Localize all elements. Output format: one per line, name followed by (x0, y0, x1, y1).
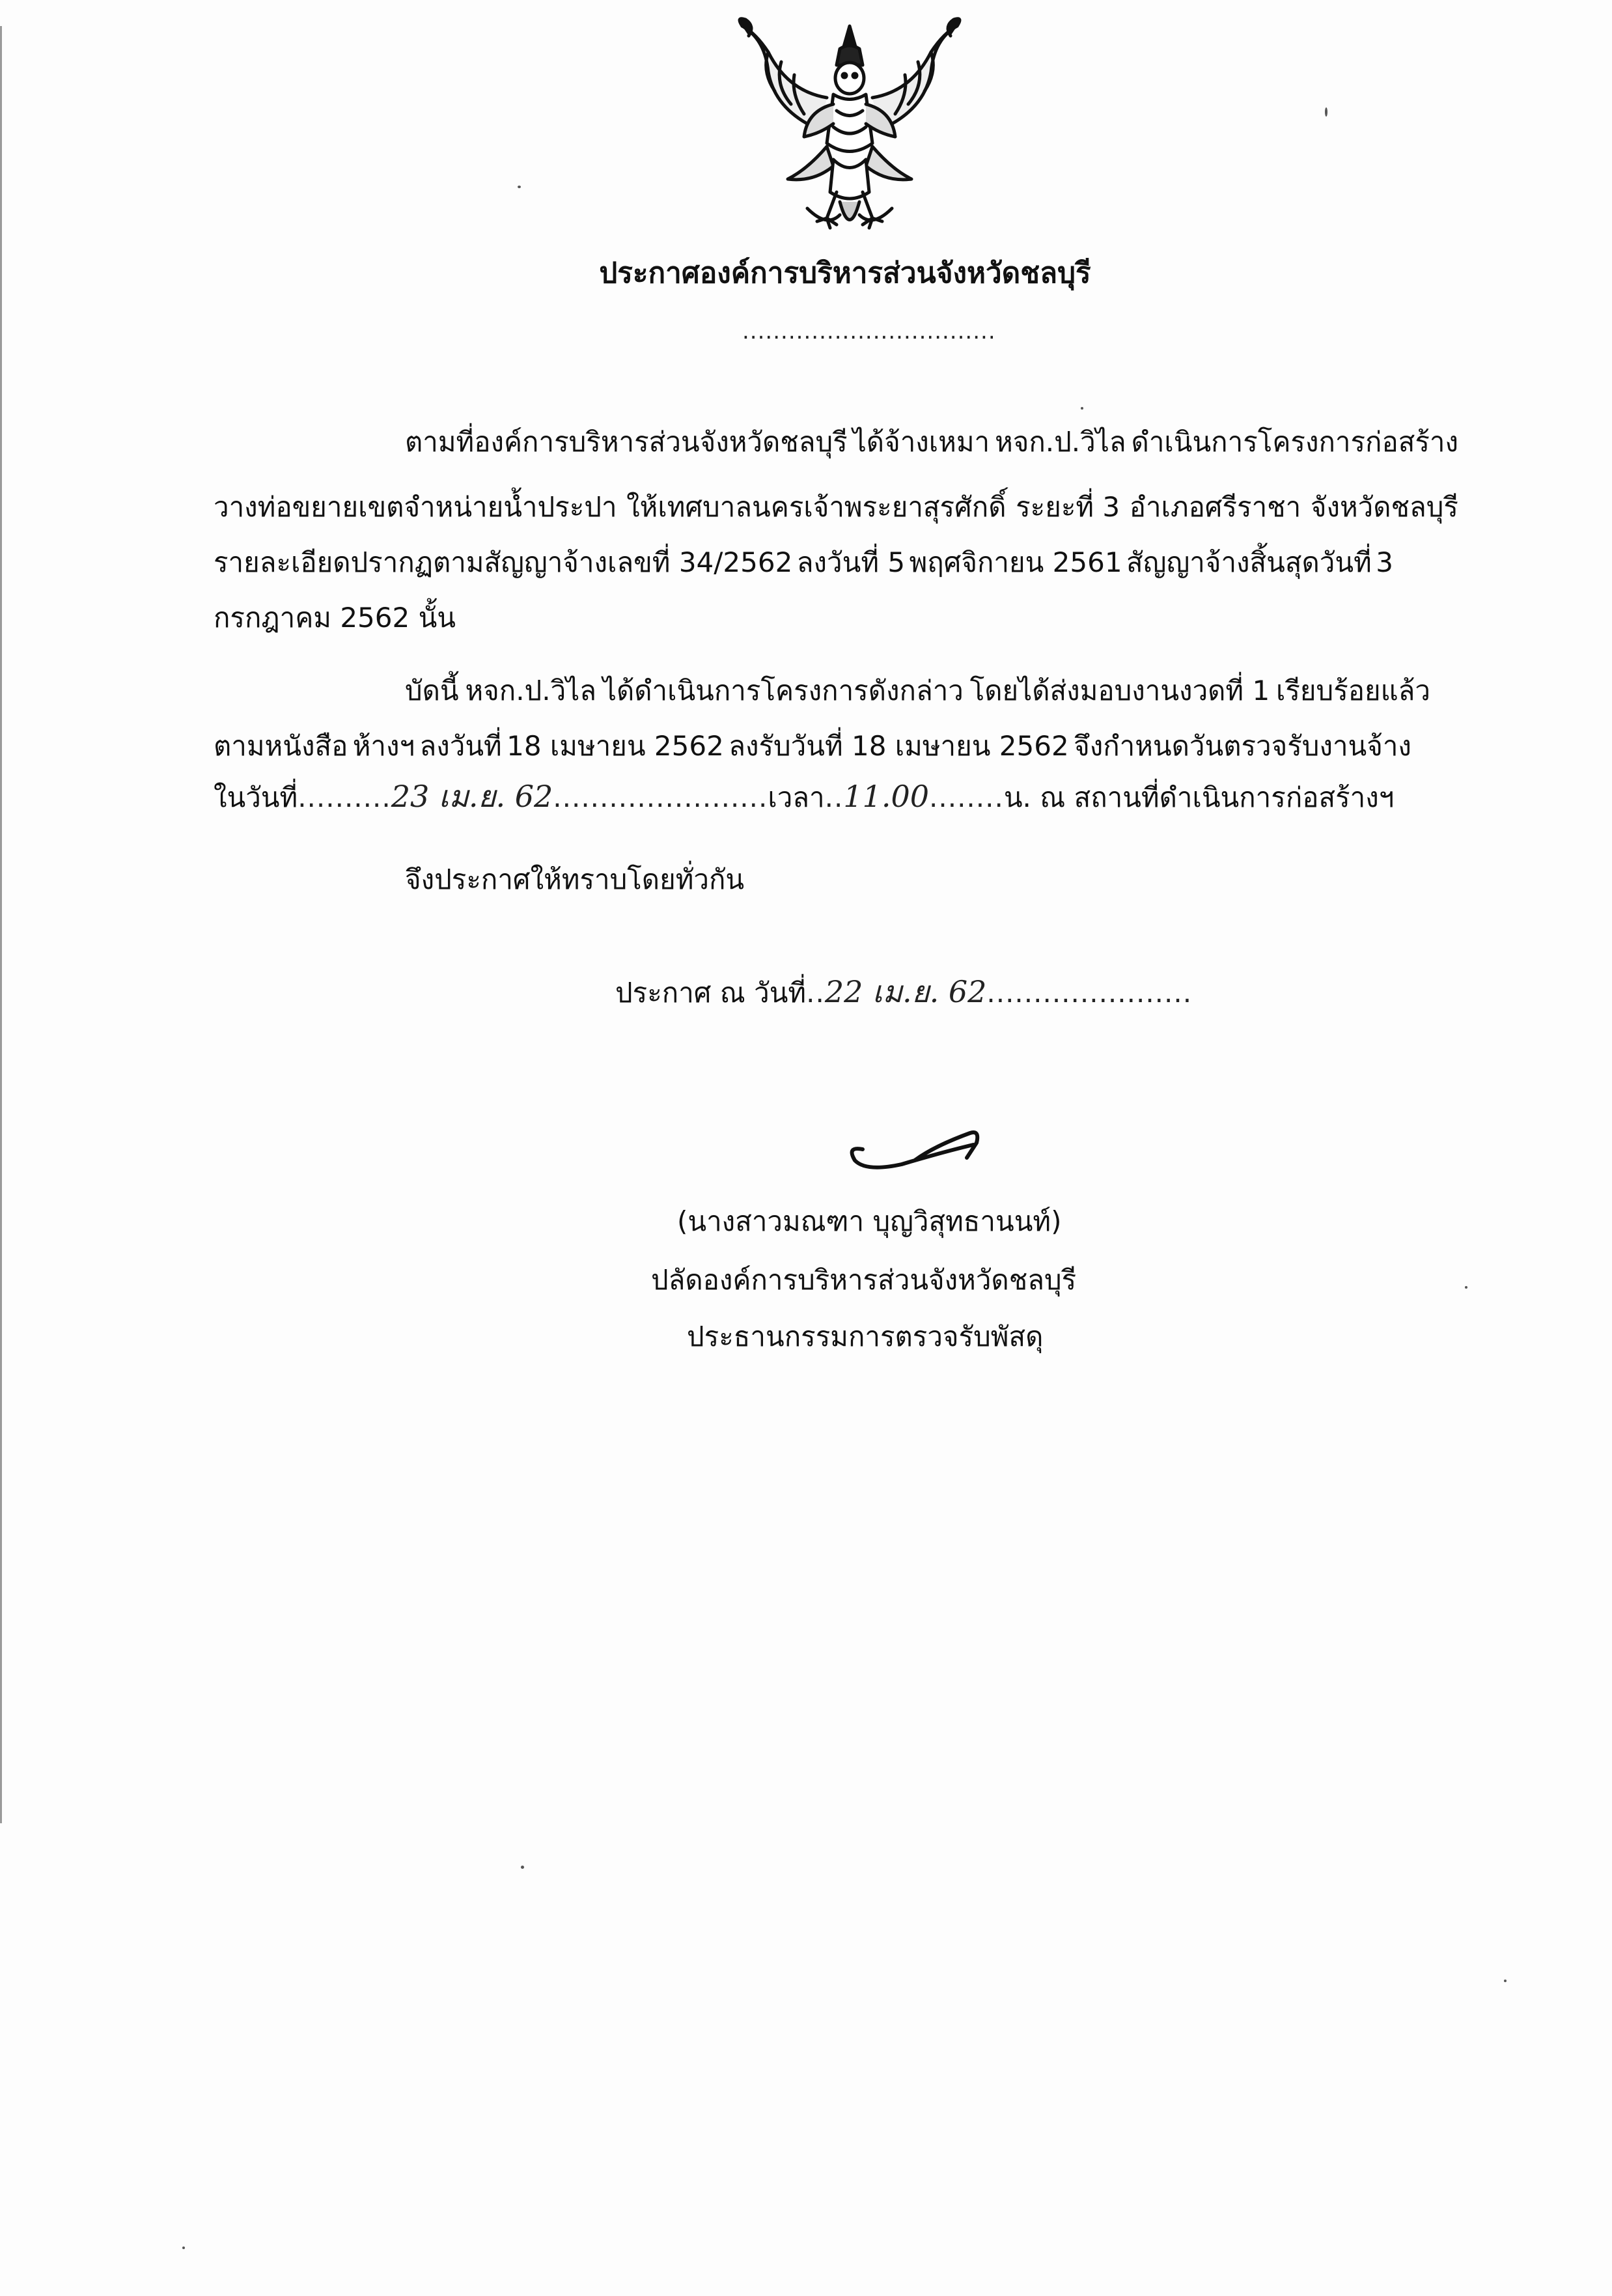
signatory-position-1: ปลัดองค์การบริหารส่วนจังหวัดชลบุรี (651, 1264, 1077, 1296)
paragraph-1-line-1: ตามที่องค์การบริหารส่วนจังหวัดชลบุรี ได้จ้างเหมา หจก.ป.วิไล ดำเนินการโครงการก่อสร้าง (405, 426, 1458, 458)
fill-dots: .......... (298, 781, 391, 813)
paragraph-2-line-3: ในวันที่..........23 เม.ย. 62.......................เวลา..11.00........น. ณ สถานที่ดำเนินการก่อสร้างฯ (214, 779, 1395, 814)
fill-dots: ...................... (986, 977, 1193, 1009)
handwritten-signature-icon (843, 1120, 993, 1179)
scan-speck (1325, 107, 1327, 117)
paragraph-1-line-2: วางท่อขยายเขตจำหน่ายน้ำประปา ให้เทศบาลนครเจ้าพระยาสุรศักดิ์ ระยะที่ 3 อำเภอศรีราชา จังหวัดชลบุรี (214, 491, 1458, 523)
signatory-name: (นางสาวมณฑา บุญวิสุทธานนท์) (677, 1205, 1062, 1237)
scan-edge (0, 26, 2, 1823)
announce-date-line: ประกาศ ณ วันที่..22 เม.ย. 62...................... (615, 974, 1193, 1009)
scan-speck (521, 1866, 524, 1869)
fill-dots: .. (806, 977, 825, 1009)
fill-dots: ........ (929, 781, 1004, 813)
handwritten-inspection-date: 23 เม.ย. 62 (391, 779, 553, 814)
handwritten-inspection-time: 11.00 (843, 779, 930, 814)
garuda-emblem-icon (729, 13, 970, 247)
page-title: ประกาศองค์การบริหารส่วนจังหวัดชลบุรี (599, 257, 1091, 290)
paragraph-1-line-3: รายละเอียดปรากฏตามสัญญาจ้างเลขที่ 34/2562 ลงวันที่ 5 พฤศจิกายน 2561 สัญญาจ้างสิ้นสุดวันที่ 3 (214, 546, 1393, 578)
fill-dots: ....................... (553, 781, 768, 813)
paragraph-3: จึงประกาศให้ทราบโดยทั่วกัน (405, 863, 745, 895)
paragraph-2-line-1: บัดนี้ หจก.ป.วิไล ได้ดำเนินการโครงการดังกล่าว โดยได้ส่งมอบงานงวดที่ 1 เรียบร้อยแล้ว (405, 675, 1430, 707)
scan-speck (1504, 1980, 1507, 1982)
scan-speck (518, 186, 521, 188)
fill-dots: .. (824, 781, 844, 813)
scan-speck (182, 2247, 185, 2249)
handwritten-announce-date: 22 เม.ย. 62 (824, 974, 987, 1009)
paragraph-2-line-2: ตามหนังสือ ห้างฯ ลงวันที่ 18 เมษายน 2562 ลงรับวันที่ 18 เมษายน 2562 จึงกำหนดวันตรวจรับงานจ้าง (214, 730, 1411, 762)
signatory-position-2: ประธานกรรมการตรวจรับพัสดุ (687, 1321, 1044, 1352)
paragraph-1-line-4: กรกฎาคม 2562 นั้น (214, 602, 456, 634)
title-separator: ................................. (742, 318, 996, 344)
scan-speck (1465, 1286, 1467, 1289)
scan-speck (1081, 407, 1083, 410)
